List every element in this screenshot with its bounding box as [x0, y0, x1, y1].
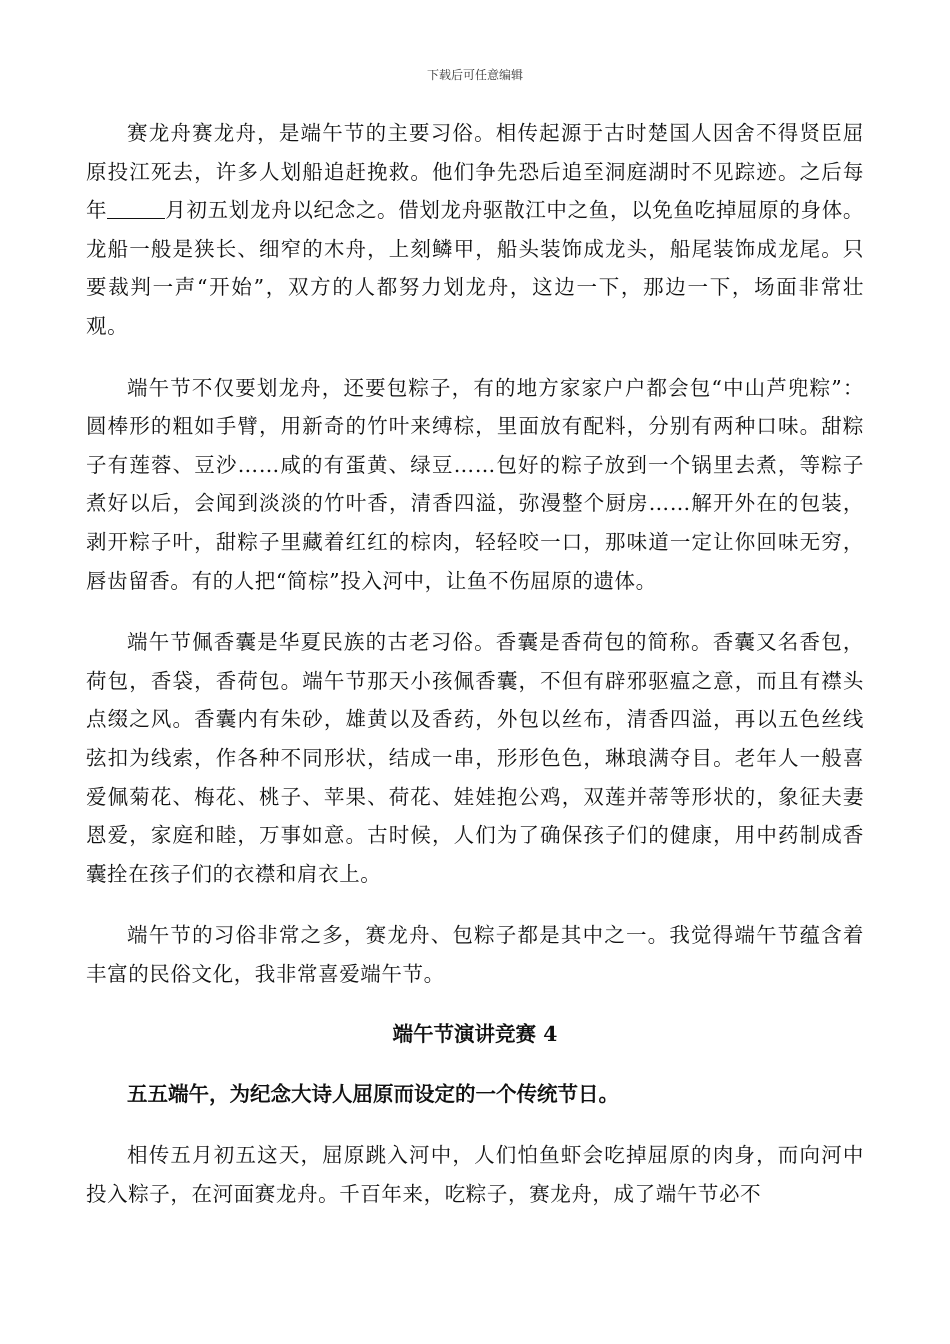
paragraph-dragon-boat-text-2: 月初五划龙舟以纪念之。借划龙舟驱散江中之鱼，以免鱼吃掉屈原的身体。龙船一般是狭长、细窄的木舟，上刻鳞甲，船头装饰成龙头，船尾装饰成龙尾。只要裁判一声“开始”，双方的人都努力划龙舟，这边一下，那边一下，场面非常壮观。 [86, 198, 864, 338]
paragraph-dragon-boat [86, 114, 864, 346]
document-body [86, 114, 864, 1214]
paragraph-zongzi: 端午节不仅要划龙舟，还要包粽子，有的地方家家户户都会包“中山芦兜粽”：圆棒形的粗如手臂，用新奇的竹叶来缚棕，里面放有配料，分别有两种口味。甜粽子有莲蓉、豆沙……咸的有蛋黄、绿豆……包好的粽子放到一个锅里去煮，等粽子煮好以后，会闻到淡淡的竹叶香，清香四溢，弥漫整个厨房……解开外在的包装，剥开粽子叶，甜粽子里藏着红红的棕肉，轻轻咬一口，那味道一定让你回味无穷，唇齿留香。有的人把“简棕”投入河中，让鱼不伤屈原的遗体。 [86, 375, 864, 593]
header-note: 下载后可任意编辑 [426, 68, 523, 82]
paragraph-dragon-boat-text-1: 赛龙舟赛龙舟，是端午节的主要习俗。相传起源于古时楚国人因舍不得贤臣屈原投江死去，许多人划船追赶挽救。他们争先恐后追至洞庭湖时不见踪迹。之后每年 [86, 121, 864, 223]
section-heading: 端午节演讲竞赛 4 [392, 1022, 558, 1047]
paragraph-sachet: 端午节佩香囊是华夏民族的古老习俗。香囊是香荷包的简称。香囊又名香包，荷包，香袋，香荷包。端午节那天小孩佩香囊，不但有辟邪驱瘟之意，而且有襟头点缀之风。香囊内有朱砂，雄黄以及香药，外包以丝布，清香四溢，再以五色丝线弦扣为线索，作各种不同形状，结成一串，形形色色，琳琅满夺目。老年人一般喜爱佩菊花、梅花、桃子、苹果、荷花、娃娃抱公鸡，双莲并蒂等形状的，象征夫妻恩爱，家庭和睦，万事如意。古时候，人们为了确保孩子们的健康，用中药制成香囊拴在孩子们的衣襟和肩衣上。 [86, 630, 864, 886]
paragraph-conclusion: 端午节的习俗非常之多，赛龙舟、包粽子都是其中之一。我觉得端午节蕴含着丰富的民俗文化，我非常喜爱端午节。 [86, 923, 864, 986]
fill-in-blank [107, 200, 165, 219]
paragraph-legend: 相传五月初五这天，屈原跳入河中，人们怕鱼虾会吃掉屈原的肉身，而向河中投入粽子，在河面赛龙舟。千百年来，吃粽子，赛龙舟，成了端午节必不 [86, 1143, 864, 1207]
lead-sentence: 五五端午，为纪念大诗人屈原而设定的一个传统节日。 [127, 1082, 619, 1107]
